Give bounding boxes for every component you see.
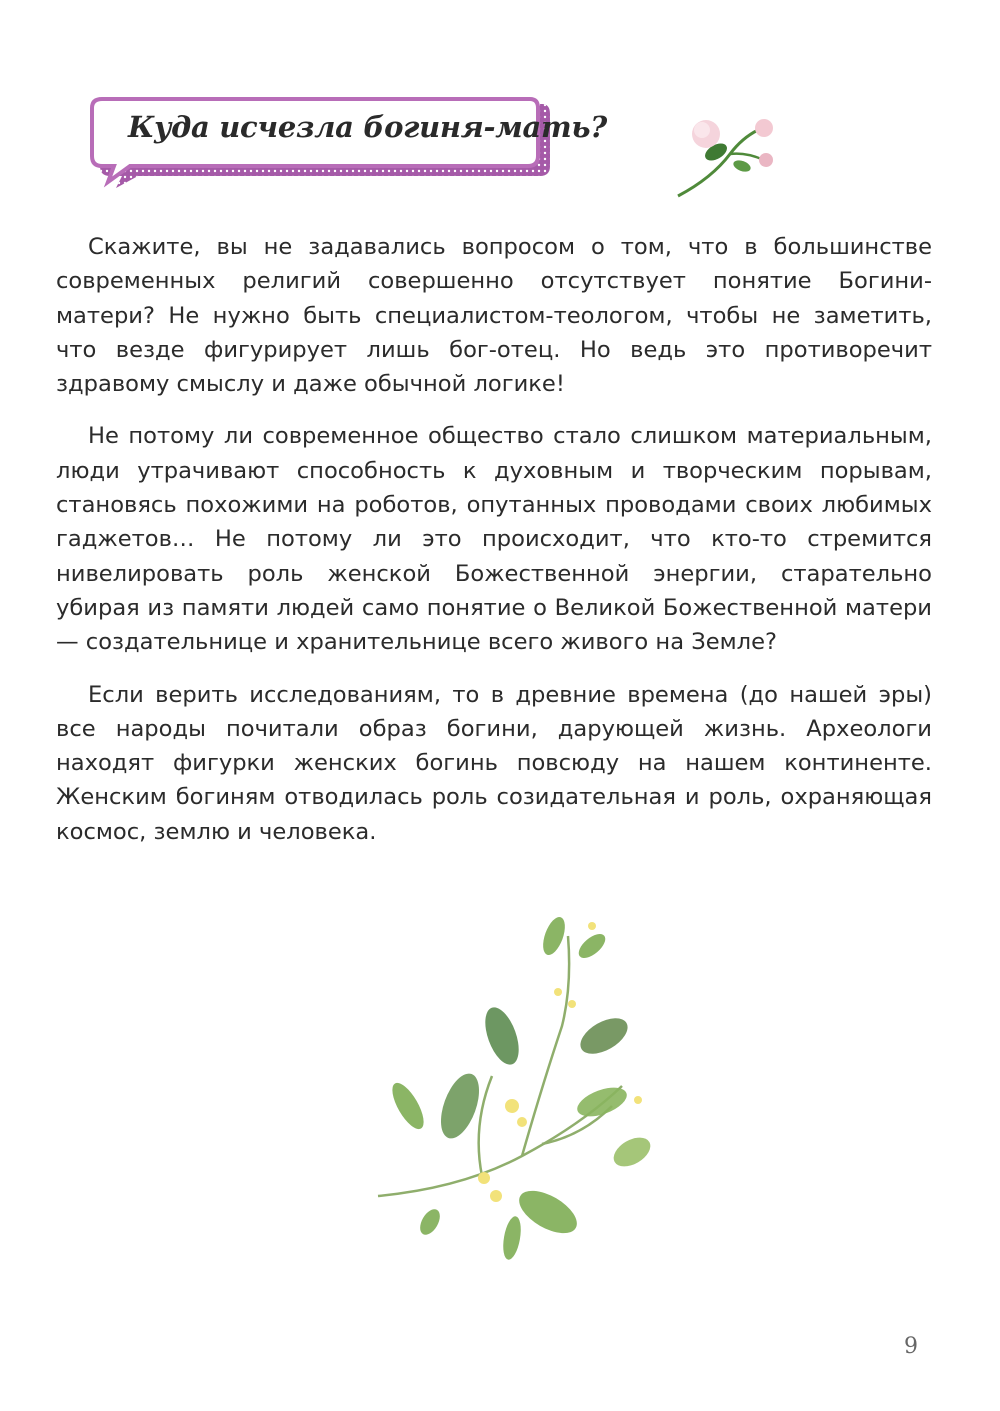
pink-flower-sprig-icon — [672, 108, 792, 204]
article-body — [56, 230, 932, 867]
paragraph: Скажите, вы не задавались вопросом о том, что в большинстве современных религий совершенно отсутствует понятие Богини-матери? Не нужно быть специалистом-теологом, чтобы не заметить, что везде фигурирует лишь бог-отец. Но ведь это противоречит здравому смыслу и даже обычной логике! — [56, 234, 932, 398]
section-heading: Куда исчезла богиня-мать? — [128, 110, 607, 144]
paragraph: Если верить исследованиям, то в древние времена (до нашей эры) все народы почитали образ богини, дарующей жизнь. Археологи находят фигурки женских богинь повсюду на нашем континенте. Женским богиням отводилась роль созидательная и роль, охраняющая космос, землю и человека. — [56, 681, 932, 845]
green-leaf-branch-icon — [372, 906, 672, 1276]
heading-speech-bubble — [86, 96, 607, 192]
page-number: 9 — [904, 1334, 918, 1359]
paragraph: Не потому ли современное общество стало слишком материальным, люди утрачивают способность к духовным и творческим порывам, становясь похожими на роботов, опутанных проводами своих любимых гаджетов… Не потому ли это происходит, что кто-то стремится нивелировать роль женской Божественной энергии, старательно убирая из памяти людей само понятие о Великой Божественной матери — создательнице и хранительнице всего живого на Земле? — [56, 423, 932, 656]
